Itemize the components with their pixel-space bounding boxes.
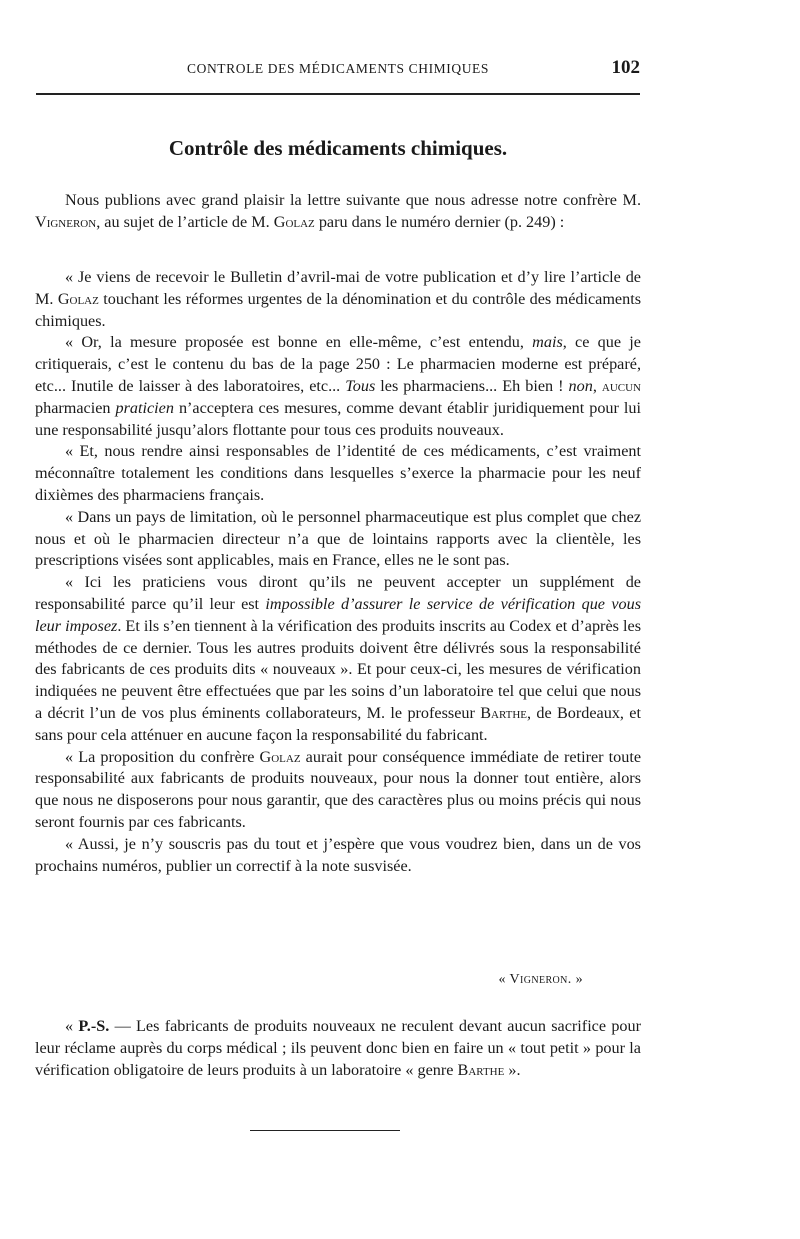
p6-text-1: « La proposition du confrère	[65, 747, 260, 766]
header-rule	[36, 93, 640, 95]
p1-text-1: « Je viens de recevoir le Bulletin d’avril-mai de votre publication et d’y lire l’article de M.	[35, 268, 641, 308]
letter-paragraph-2	[35, 332, 641, 441]
signature: « Vigneron. »	[498, 972, 583, 987]
p5-text-3: , de Bordeaux, et sans pour cela atténuer en aucune façon la responsabilité du fabricant.	[35, 703, 641, 744]
article-title: Contrôle des médicaments chimiques.	[168, 136, 508, 160]
intro-text	[35, 190, 641, 234]
ps-label: P.-S.	[78, 1017, 110, 1035]
author-name-golaz: Golaz	[273, 212, 315, 231]
author-name-vigneron: Vigneron	[35, 212, 97, 231]
p2-italic-1: mais	[532, 333, 563, 352]
running-title: CONTROLE DES MÉDICAMENTS CHIMIQUES	[186, 61, 490, 76]
intro-paragraph	[35, 190, 641, 234]
postscript	[35, 1016, 641, 1081]
letter-paragraph-1	[35, 267, 641, 332]
p2-text-1: « Or, la mesure proposée est bonne en elle-même, c’est entendu,	[65, 333, 533, 352]
letter-paragraph-6	[35, 747, 641, 834]
p1-name: Golaz	[57, 289, 99, 308]
p2-italic-4: praticien	[115, 398, 174, 417]
ps-text-3: ».	[504, 1060, 521, 1079]
ps-text-1: «	[65, 1017, 79, 1035]
p1-text-2: touchant les réformes urgentes de la dénomination et du contrôle des médicaments chimiques.	[35, 289, 642, 330]
ps-name: Barthe	[457, 1060, 505, 1079]
p5-italic: impossible d’assurer le service de vérification que vous leur imposez	[35, 594, 641, 635]
intro-text-1: Nous publions avec grand plaisir la lettre suivante que nous adresse notre confrère M.	[65, 191, 641, 209]
p5-text-2: . Et ils s’en tiennent à la vérification des produits inscrits au Codex et d’après les méthodes de ce dernier. Tous les autres produits doivent être délivrés sous la responsabilité des fabricants de ces produits dits « nouveaux ». Et pour ceux-ci, les mesures de vérification indiquées ne peuvent être effectuées que par les soins d’un laboratoire tel que celui que nous a décrit l’un de vos plus éminents collaborateurs, M. le professeur	[35, 616, 641, 722]
p2-italic-3: non	[568, 376, 593, 395]
page-number: 102	[611, 57, 640, 78]
p6-name: Golaz	[259, 747, 301, 766]
p2-text-6: n’acceptera ces mesures, comme devant établir juridiquement pour lui une responsabilité jusqu’alors flottante pour tous ces produits nouveaux.	[35, 398, 641, 439]
intro-text-3: paru dans le numéro dernier (p. 249) :	[314, 212, 565, 231]
p2-text-3: les pharmaciens... Eh bien !	[375, 376, 569, 395]
intro-text-2: , au sujet de l’article de M.	[96, 212, 274, 231]
letter-paragraph-7: « Aussi, je n’y souscris pas du tout et j’espère que vous voudrez bien, dans un de vos prochains numéros, publier un correctif à la note susvisée.	[35, 834, 641, 875]
letter-paragraph-4: « Dans un pays de limitation, où le personnel pharmaceutique est plus complet que chez nous et où le pharmacien directeur n’a que de lointains rapports avec la clientèle, les prescriptions visées sont applicables, mais en France, elles ne le sont pas.	[35, 507, 641, 570]
running-header	[36, 58, 640, 84]
p5-name: Barthe	[480, 703, 528, 722]
postscript-text	[35, 1016, 641, 1081]
p2-text-5: pharmacien	[35, 398, 116, 417]
ps-text-2: — Les fabricants de produits nouveaux ne reculent devant aucun sacrifice pour leur réclame auprès du corps médical ; ils peuvent donc bien en faire un « tout petit » pour la vérification obligatoire de leurs produits à un laboratoire « genre	[35, 1017, 642, 1079]
letter-body	[35, 267, 641, 877]
p6-text-2: aurait pour conséquence immédiate de retirer toute responsabilité aux fabricants de produits nouveaux, pour nous la donner tout entière, alors que nous ne disposerons pour nous garantir, que des caractères plus ou moins précis qui nous seront fournis par ces fabricants.	[35, 747, 641, 831]
p2-italic-2: Tous	[345, 376, 376, 395]
letter-paragraph-5	[35, 572, 641, 746]
p2-smallcaps: aucun	[601, 376, 641, 395]
end-rule	[250, 1130, 400, 1131]
p2-text-4: ,	[592, 376, 602, 395]
letter-paragraph-3: « Et, nous rendre ainsi responsables de l’identité de ces médicaments, c’est vraiment méconnaître totalement les conditions dans lesquelles s’exerce la pharmacie pour les neuf dixièmes des pharmaciens français.	[35, 442, 641, 504]
p2-text-2: , ce que je critiquerais, c’est le contenu du bas de la page 250 : Le pharmacien moderne est préparé, etc... Inutile de laisser à des laboratoires, etc...	[35, 333, 641, 395]
p5-text-1: « Ici les praticiens vous diront qu’ils ne peuvent accepter un supplément de responsabilité parce qu’il leur est	[35, 573, 641, 613]
